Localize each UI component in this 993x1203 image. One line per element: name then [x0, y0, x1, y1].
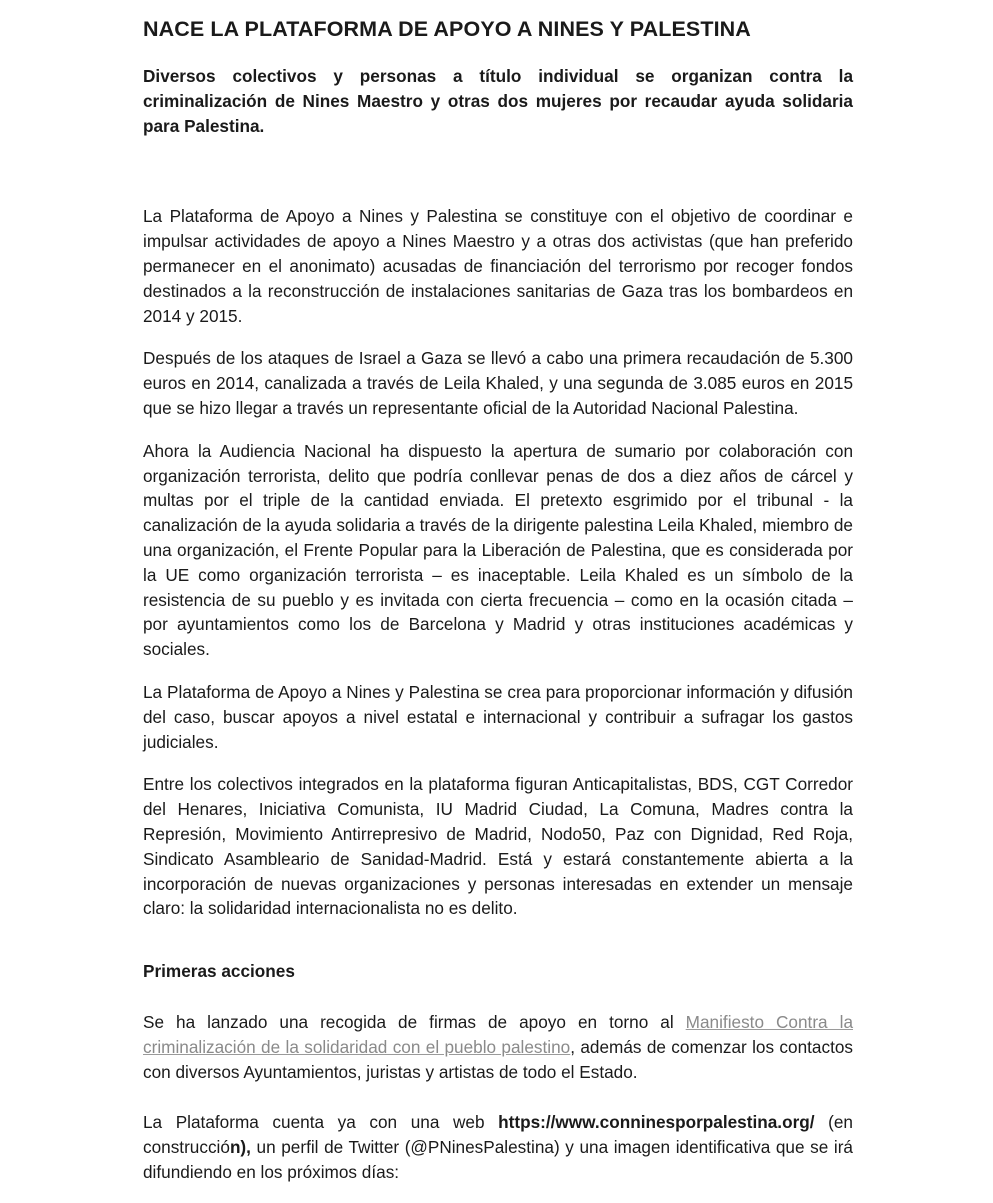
body-paragraph-5: Entre los colectivos integrados en la plataforma figuran Anticapitalistas, BDS, CGT Corredor del Henares, Iniciativa Comunista, IU Madrid Ciudad, La Comuna, Madres contra la Represión, Movimiento Antirrepresivo de Madrid, Nodo50, Paz con Dignidad, Red Roja, Sindicato Asambleario de Sanidad-Madrid. Está y estará constantemente abierta a la incorporación de nuevas organizaciones y personas interesadas en extender un mensaje claro: la solidaridad internacionalista no es delito. — [143, 774, 853, 919]
body-paragraph-4: La Plataforma de Apoyo a Nines y Palestina se crea para proporcionar información y difusión del caso, buscar apoyos a nivel estatal e internacional y contribuir a sufragar los gastos judiciales. — [143, 681, 853, 752]
body-paragraph-1: La Plataforma de Apoyo a Nines y Palestina se constituye con el objetivo de coordinar e impulsar actividades de apoyo a Nines Maestro y a otras dos activistas (que han preferido permanecer en el anonimato) acusadas de financiación del terrorismo por recoger fondos destinados a la reconstrucción de instalaciones sanitarias de Gaza tras los bombardeos en 2014 y 2015. — [143, 206, 853, 326]
body-paragraph-2: Después de los ataques de Israel a Gaza se llevó a cabo una primera recaudación de 5.300 euros en 2014, canalizada a través de Leila Khaled, y una segunda de 3.085 euros en 2015 que se hizo llegar a través un representante oficial de la Autoridad Nacional Palestina. — [143, 348, 853, 418]
document-page — [143, 14, 853, 1203]
web-text-before: La Plataforma cuenta ya con una web — [143, 1112, 499, 1133]
web-text-bold-fragment: n), — [229, 1137, 251, 1158]
document-title: NACE LA PLATAFORMA DE APOYO A NINES Y PALESTINA — [143, 17, 751, 41]
web-text-after: un perfil de Twitter (@PNinesPalestina) y una imagen identificativa que se irá difundiendo en los próximos días: — [143, 1137, 853, 1182]
web-paragraph — [143, 1110, 853, 1184]
actions-text-after: , además de comenzar los contactos con diversos Ayuntamientos, juristas y artistas de todo el Estado. — [143, 1036, 853, 1082]
website-url[interactable]: https://www.conninesporpalestina.org/ — [498, 1112, 815, 1133]
body-paragraph-3: Ahora la Audiencia Nacional ha dispuesto la apertura de sumario por colaboración con organización terrorista, delito que podría conllevar penas de dos a diez años de cárcel y multas por el triple de la cantidad enviada. El pretexto esgrimido por el tribunal - la canalización de la ayuda solidaria a través de la dirigente palestina Leila Khaled, miembro de una organización, el Frente Popular para la Liberación de Palestina, que es considerada por la UE como organización terrorista – es inaceptable. Leila Khaled es un símbolo de la resistencia de su pueblo y es invitada con cierta frecuencia – como en la ocasión citada – por ayuntamientos como los de Barcelona y Madrid y otras instituciones académicas y sociales. — [143, 440, 853, 660]
actions-text-before: Se ha lanzado una recogida de firmas de apoyo en torno al — [143, 1011, 686, 1032]
lead-paragraph: Diversos colectivos y personas a título individual se organizan contra la criminalización de Nines Maestro y otras dos mujeres por recaudar ayuda solidaria para Palestina. — [143, 66, 853, 136]
actions-paragraph — [143, 1010, 853, 1084]
section-heading: Primeras acciones — [143, 961, 295, 982]
web-text-middle: (en construcció — [143, 1112, 853, 1158]
manifesto-link[interactable]: Manifiesto Contra la criminalización de la solidaridad con el pueblo palestino — [143, 1011, 854, 1057]
